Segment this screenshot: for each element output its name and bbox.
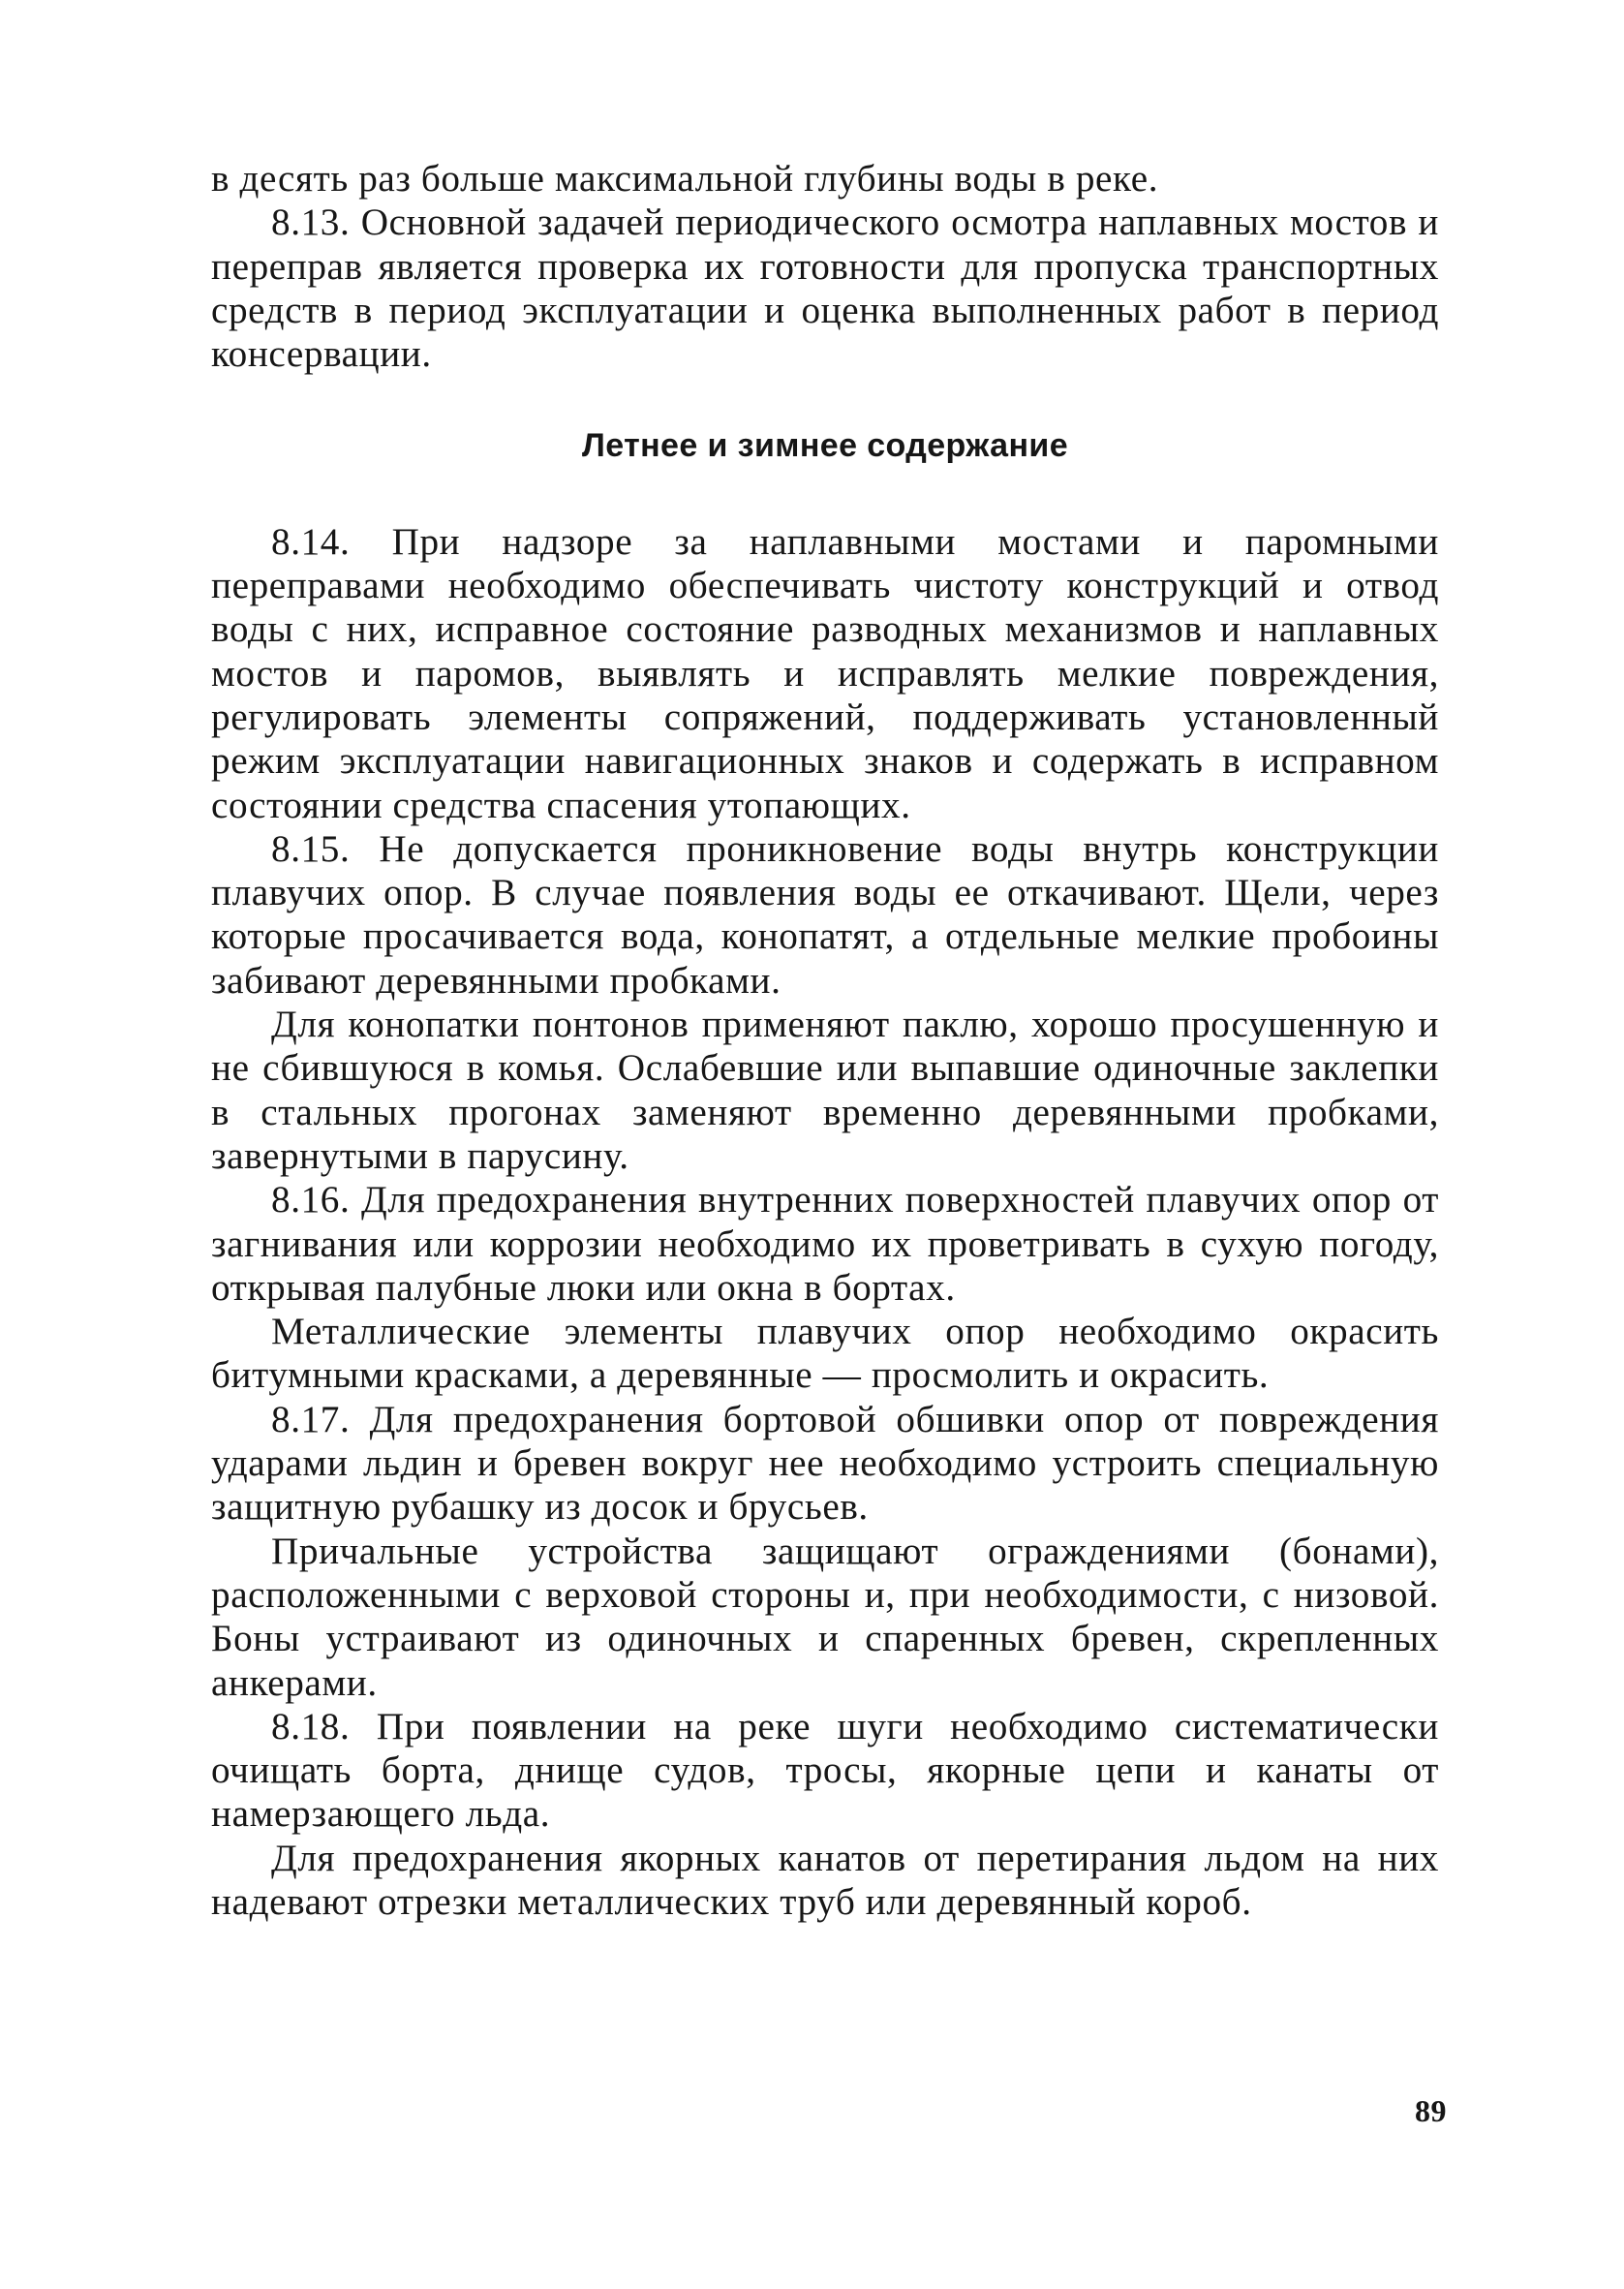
- paragraph-berthing: Причальные устройства защищают ограждениями (бонами), расположенными с верховой стороны и, при необходимости, с низовой. Боны устраивают из одиночных и спаренных бревен, скрепленных анкерами.: [211, 1530, 1439, 1704]
- paragraph-8-16: 8.16. Для предохранения внутренних поверхностей плавучих опор от загнивания или коррозии необходимо их проветривать в сухую погоду, открывая палубные люки или окна в бортах.: [211, 1179, 1439, 1309]
- paragraph-8-15: 8.15. Не допускается проникновение воды внутрь конструкции плавучих опор. В случае появления воды ее откачивают. Щели, через которые просачивается вода, конопатят, а отдельные мелкие пробоины забивают деревянными пробками.: [211, 827, 1439, 1002]
- body-text: [211, 157, 1439, 1924]
- paragraph-8-17: 8.17. Для предохранения бортовой обшивки опор от повреждения ударами льдин и бревен вокруг нее необходимо устроить специальную защитную рубашку из досок и брусьев.: [211, 1398, 1439, 1529]
- paragraph-caulking: Для конопатки понтонов применяют паклю, хорошо просушенную и не сбившуюся в комья. Ослабевшие или выпавшие одиночные заклепки в стальных прогонах заменяют временно деревянными пробками, завернутыми в парусину.: [211, 1004, 1439, 1177]
- paragraph-anchor-ropes: Для предохранения якорных канатов от перетирания льдом на них надевают отрезки металлических труб или деревянный короб.: [211, 1837, 1439, 1923]
- page-number: 89: [1415, 2093, 1447, 2128]
- section-heading: Летнее и зимнее содержание: [581, 427, 1069, 465]
- paragraph-8-18: 8.18. При появлении на реке шуги необходимо систематически очищать борта, днище судов, тросы, якорные цепи и канаты от намерзающего льда.: [211, 1705, 1439, 1836]
- paragraph-8-14: 8.14. При надзоре за наплавными мостами и паромными переправами необходимо обеспечивать чистоту конструкций и отвод воды с них, исправное состояние разводных механизмов и наплавных мостов и паромов, выявлять и исправлять мелкие повреждения, регулировать элементы сопряжений, поддерживать установленный режим эксплуатации навигационных знаков и содержать в исправном состоянии средства спасения утопающих.: [211, 520, 1439, 826]
- paragraph-continuation: в десять раз больше максимальной глубины воды в реке.: [211, 158, 1159, 200]
- paragraph-8-13: 8.13. Основной задачей периодического осмотра наплавных мостов и переправ является проверка их готовности для пропуска транспортных средств в период эксплуатации и оценка выполненных работ в период консервации.: [211, 201, 1439, 376]
- paragraph-painting: Металлические элементы плавучих опор необходимо окрасить битумными красками, а деревянные — просмолить и окрасить.: [211, 1311, 1439, 1397]
